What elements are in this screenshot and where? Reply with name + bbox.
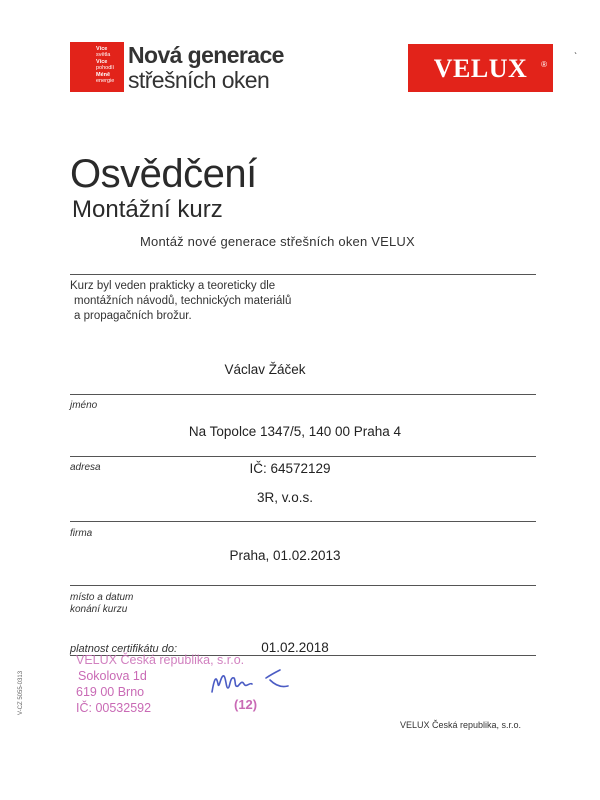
address-label: adresa xyxy=(70,462,101,473)
place-date-line xyxy=(70,585,536,586)
stamp-line: 619 00 Brno xyxy=(76,685,145,699)
logo-mini-text: Více xyxy=(96,46,108,52)
divider-line xyxy=(70,274,536,275)
side-document-code: V-CZ 5055-0313 xyxy=(18,670,24,715)
velux-logo-text: VELUX xyxy=(433,54,528,83)
name-line xyxy=(70,394,536,395)
validity-date: 01.02.2018 xyxy=(261,640,329,655)
stamp-line: VELUX Česká republika, s.r.o. xyxy=(76,653,245,667)
validity-label: platnost certifikátu do: xyxy=(70,643,178,655)
velux-logo xyxy=(408,44,553,92)
description-line: Kurz byl veden prakticky a teoreticky dle xyxy=(70,280,276,292)
certificate-title: Osvědčení xyxy=(70,152,257,196)
place-date-label-2: konání kurzu xyxy=(70,604,128,615)
signature xyxy=(206,662,306,702)
participant-name: Václav Žáček xyxy=(224,362,306,377)
generation-logo-subtitle: střešních oken xyxy=(128,67,270,93)
generation-logo-red-square xyxy=(70,42,124,92)
stamp-line: IČ: 00532592 xyxy=(76,701,152,715)
logo-mini-text: Více xyxy=(96,59,108,65)
description-line: a propagačních brožur. xyxy=(74,310,192,322)
company-name: 3R, v.o.s. xyxy=(256,490,314,505)
logo-mini-text: energie xyxy=(96,78,115,84)
place-date-label: místo a datum xyxy=(70,592,134,603)
logo-mini-text: pohodlí xyxy=(96,65,115,71)
generation-logo-title: Nová generace xyxy=(128,42,284,68)
participant-address: Na Topolce 1347/5, 140 00 Praha 4 xyxy=(188,424,402,439)
registered-mark: ® xyxy=(541,60,547,69)
certificate-subtitle: Montážní kurz xyxy=(72,196,223,223)
course-name: Montáž nové generace střešních oken VELUX xyxy=(140,234,415,249)
name-label: jméno xyxy=(70,400,98,411)
description-line: montážních návodů, technických materiálů xyxy=(74,295,292,307)
corner-mark: ˋ xyxy=(574,52,578,63)
generation-logo xyxy=(70,42,310,94)
company-ico: IČ: 64572129 xyxy=(249,461,331,476)
company-line xyxy=(70,521,536,522)
stamp-number: (12) xyxy=(234,697,258,712)
logo-mini-text: světla xyxy=(96,52,111,58)
address-line xyxy=(70,456,536,457)
course-description xyxy=(70,279,370,324)
stamp-line: Sokolova 1d xyxy=(78,669,147,683)
company-label: firma xyxy=(70,528,93,539)
course-place-date: Praha, 01.02.2013 xyxy=(229,548,341,563)
footer-company: VELUX Česká republika, s.r.o. xyxy=(400,720,522,730)
logo-mini-text: Méně xyxy=(96,72,111,78)
